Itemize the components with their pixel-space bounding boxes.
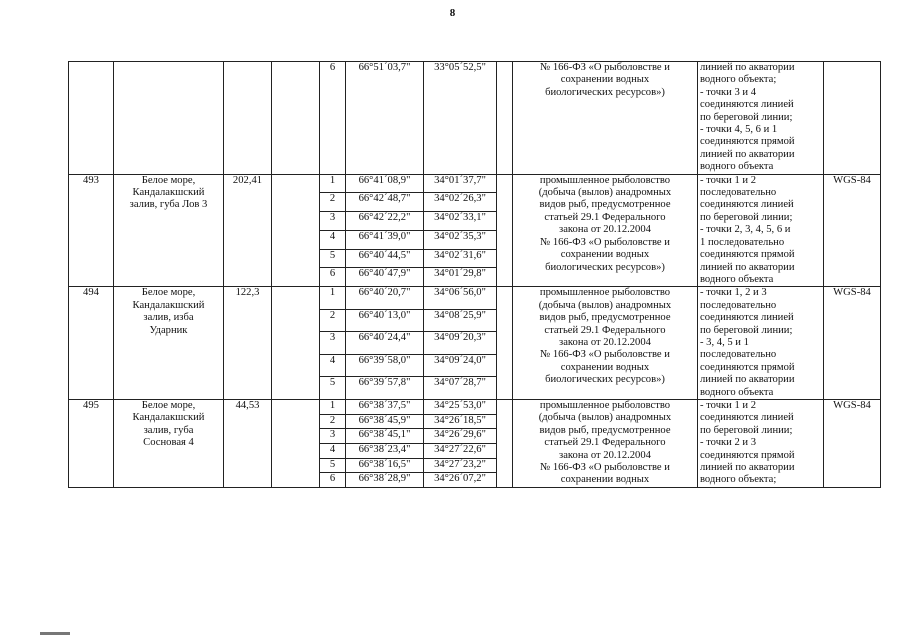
blank-cell: [272, 174, 320, 287]
text-line: (добыча (вылов) анадромных: [538, 299, 672, 311]
point-longitude: 34°01´37,7": [424, 174, 497, 193]
text-line: биологических ресурсов»): [545, 374, 665, 386]
coordinate-system: WGS-84: [824, 399, 881, 487]
text-line: соединяются линией: [700, 199, 794, 211]
point-longitude: 34°06´56,0": [424, 287, 497, 310]
text-line: линией по акватории: [700, 148, 795, 160]
text-line: № 166-ФЗ «О рыболовстве и: [540, 236, 670, 248]
text-line: Кандалакшский: [132, 412, 205, 424]
point-longitude: 34°01´29,8": [424, 268, 497, 287]
coordinate-system: WGS-84: [824, 287, 881, 400]
point-latitude: 66°40´44,5": [346, 249, 424, 268]
text-line: соединяются линией: [700, 412, 794, 424]
text-line: закона от 20.12.2004: [559, 449, 651, 461]
table-row: [69, 62, 881, 175]
point-latitude: 66°39´57,8": [346, 377, 424, 400]
text-line: водного объекта;: [700, 74, 777, 86]
point-longitude: 33°05´52,5": [424, 62, 497, 175]
fishing-type: [513, 62, 698, 175]
text-line: водного объекта: [700, 386, 774, 398]
text-line: - точки 1 и 2: [700, 174, 757, 186]
text-line: статьей 29.1 Федерального: [544, 211, 666, 223]
text-line: соединяются прямой: [700, 361, 795, 373]
area-name: [114, 62, 224, 175]
text-line: по береговой линии;: [700, 424, 793, 436]
point-latitude: 66°40´47,9": [346, 268, 424, 287]
coordinate-system: [824, 62, 881, 175]
point-latitude: 66°39´58,0": [346, 354, 424, 377]
area-size: 202,41: [224, 174, 272, 287]
point-longitude: 34°07´28,7": [424, 377, 497, 400]
area-number: 493: [69, 174, 114, 287]
text-line: промышленное рыболовство: [539, 287, 671, 299]
point-number: 2: [320, 414, 346, 429]
text-line: - точки 2 и 3: [700, 437, 757, 449]
text-line: № 166-ФЗ «О рыболовстве и: [540, 349, 670, 361]
point-number: 4: [320, 354, 346, 377]
point-number: 6: [320, 268, 346, 287]
point-number: 2: [320, 193, 346, 212]
text-line: по береговой линии;: [700, 324, 793, 336]
text-line: видов рыб, предусмотренное: [539, 424, 671, 436]
text-line: промышленное рыболовство: [539, 399, 671, 411]
area-size: [224, 62, 272, 175]
text-line: - точки 1, 2 и 3: [700, 287, 767, 299]
point-latitude: 66°41´08,9": [346, 174, 424, 193]
text-line: водного объекта;: [700, 474, 777, 486]
boundary-description: [698, 287, 824, 400]
text-line: промышленное рыболовство: [539, 174, 671, 186]
point-latitude: 66°38´45,1": [346, 429, 424, 444]
text-line: залив, изба: [143, 312, 194, 324]
text-line: последовательно: [700, 349, 777, 361]
blank-cell: [497, 62, 513, 175]
point-longitude: 34°27´23,2": [424, 458, 497, 473]
boundary-description: [698, 399, 824, 487]
text-line: соединяются линией: [700, 99, 794, 111]
area-size: 122,3: [224, 287, 272, 400]
point-latitude: 66°38´37,5": [346, 399, 424, 414]
point-number: 5: [320, 377, 346, 400]
point-longitude: 34°08´25,9": [424, 309, 497, 332]
point-number: 1: [320, 287, 346, 310]
boundary-description: [698, 62, 824, 175]
point-latitude: 66°40´24,4": [346, 332, 424, 355]
text-line: закона от 20.12.2004: [559, 336, 651, 348]
point-longitude: 34°02´31,6": [424, 249, 497, 268]
blank-cell: [272, 62, 320, 175]
point-longitude: 34°26´18,5": [424, 414, 497, 429]
point-number: 3: [320, 212, 346, 231]
text-line: последовательно: [700, 187, 777, 199]
point-longitude: 34°26´07,2": [424, 473, 497, 488]
text-line: водного объекта: [700, 273, 774, 285]
text-line: Сосновая 4: [143, 437, 194, 449]
point-latitude: 66°42´48,7": [346, 193, 424, 212]
text-line: - 3, 4, 5 и 1: [700, 336, 749, 348]
table-row: [69, 287, 881, 310]
point-latitude: 66°38´45,9": [346, 414, 424, 429]
text-line: видов рыб, предусмотренное: [539, 312, 671, 324]
point-number: 6: [320, 473, 346, 488]
text-line: линией по акватории: [700, 374, 795, 386]
text-line: сохранении водных: [560, 249, 650, 261]
fishing-type: [513, 399, 698, 487]
point-longitude: 34°09´20,3": [424, 332, 497, 355]
text-line: № 166-ФЗ «О рыболовстве и: [540, 62, 670, 73]
point-number: 5: [320, 458, 346, 473]
point-number: 4: [320, 443, 346, 458]
point-number: 1: [320, 399, 346, 414]
text-line: - точки 3 и 4: [700, 86, 757, 98]
point-number: 2: [320, 309, 346, 332]
text-line: залив, губа Лов 3: [129, 199, 208, 211]
point-longitude: 34°27´22,6": [424, 443, 497, 458]
blank-cell: [497, 174, 513, 287]
text-line: по береговой линии;: [700, 211, 793, 223]
blank-cell: [272, 399, 320, 487]
text-line: Белое море,: [141, 287, 196, 299]
text-line: Кандалакшский: [132, 299, 205, 311]
point-number: 6: [320, 62, 346, 175]
point-number: 4: [320, 230, 346, 249]
boundary-description: [698, 174, 824, 287]
point-latitude: 66°51´03,7": [346, 62, 424, 175]
text-line: сохранении водных: [560, 474, 650, 486]
text-line: соединяются прямой: [700, 136, 795, 148]
point-latitude: 66°38´23,4": [346, 443, 424, 458]
text-line: 1 последовательно: [700, 236, 785, 248]
point-longitude: 34°02´26,3": [424, 193, 497, 212]
text-line: по береговой линии;: [700, 111, 793, 123]
area-number: 495: [69, 399, 114, 487]
fishing-type: [513, 287, 698, 400]
area-number: 494: [69, 287, 114, 400]
footer-mark: [40, 632, 70, 635]
text-line: статьей 29.1 Федерального: [544, 324, 666, 336]
blank-cell: [272, 287, 320, 400]
point-latitude: 66°38´28,9": [346, 473, 424, 488]
text-line: сохранении водных: [560, 74, 650, 86]
point-latitude: 66°41´39,0": [346, 230, 424, 249]
area-number: [69, 62, 114, 175]
text-line: соединяются прямой: [700, 249, 795, 261]
text-line: водного объекта: [700, 161, 774, 173]
text-line: видов рыб, предусмотренное: [539, 199, 671, 211]
text-line: - точки 1 и 2: [700, 399, 757, 411]
area-name: [114, 287, 224, 400]
text-line: линией по акватории: [700, 62, 795, 73]
text-line: соединяются линией: [700, 312, 794, 324]
text-line: соединяются прямой: [700, 449, 795, 461]
point-latitude: 66°42´22,2": [346, 212, 424, 231]
table-row: [69, 174, 881, 193]
point-longitude: 34°02´35,3": [424, 230, 497, 249]
area-name: [114, 399, 224, 487]
text-line: Белое море,: [141, 174, 196, 186]
area-name: [114, 174, 224, 287]
point-number: 3: [320, 332, 346, 355]
point-number: 3: [320, 429, 346, 444]
point-number: 1: [320, 174, 346, 193]
point-longitude: 34°09´24,0": [424, 354, 497, 377]
point-longitude: 34°26´29,6": [424, 429, 497, 444]
point-longitude: 34°02´33,1": [424, 212, 497, 231]
text-line: залив, губа: [143, 424, 194, 436]
point-latitude: 66°38´16,5": [346, 458, 424, 473]
table-row: [69, 399, 881, 414]
text-line: - точки 4, 5, 6 и 1: [700, 124, 778, 136]
blank-cell: [497, 287, 513, 400]
text-line: биологических ресурсов»): [545, 261, 665, 273]
area-size: 44,53: [224, 399, 272, 487]
fishing-areas-table: [68, 61, 881, 488]
point-longitude: 34°25´53,0": [424, 399, 497, 414]
text-line: - точки 2, 3, 4, 5, 6 и: [700, 224, 791, 236]
text-line: линией по акватории: [700, 462, 795, 473]
text-line: № 166-ФЗ «О рыболовстве и: [540, 462, 670, 473]
text-line: Кандалакшский: [132, 187, 205, 199]
text-line: (добыча (вылов) анадромных: [538, 187, 672, 199]
page-number: 8: [449, 7, 456, 19]
point-number: 5: [320, 249, 346, 268]
text-line: линией по акватории: [700, 261, 795, 273]
point-latitude: 66°40´20,7": [346, 287, 424, 310]
blank-cell: [497, 399, 513, 487]
text-line: Ударник: [149, 324, 188, 336]
text-line: Белое море,: [141, 399, 196, 411]
coordinate-system: WGS-84: [824, 174, 881, 287]
point-latitude: 66°40´13,0": [346, 309, 424, 332]
text-line: сохранении водных: [560, 361, 650, 373]
text-line: (добыча (вылов) анадромных: [538, 412, 672, 424]
text-line: статьей 29.1 Федерального: [544, 437, 666, 449]
text-line: биологических ресурсов»): [545, 86, 665, 98]
text-line: закона от 20.12.2004: [559, 224, 651, 236]
text-line: последовательно: [700, 299, 777, 311]
fishing-type: [513, 174, 698, 287]
